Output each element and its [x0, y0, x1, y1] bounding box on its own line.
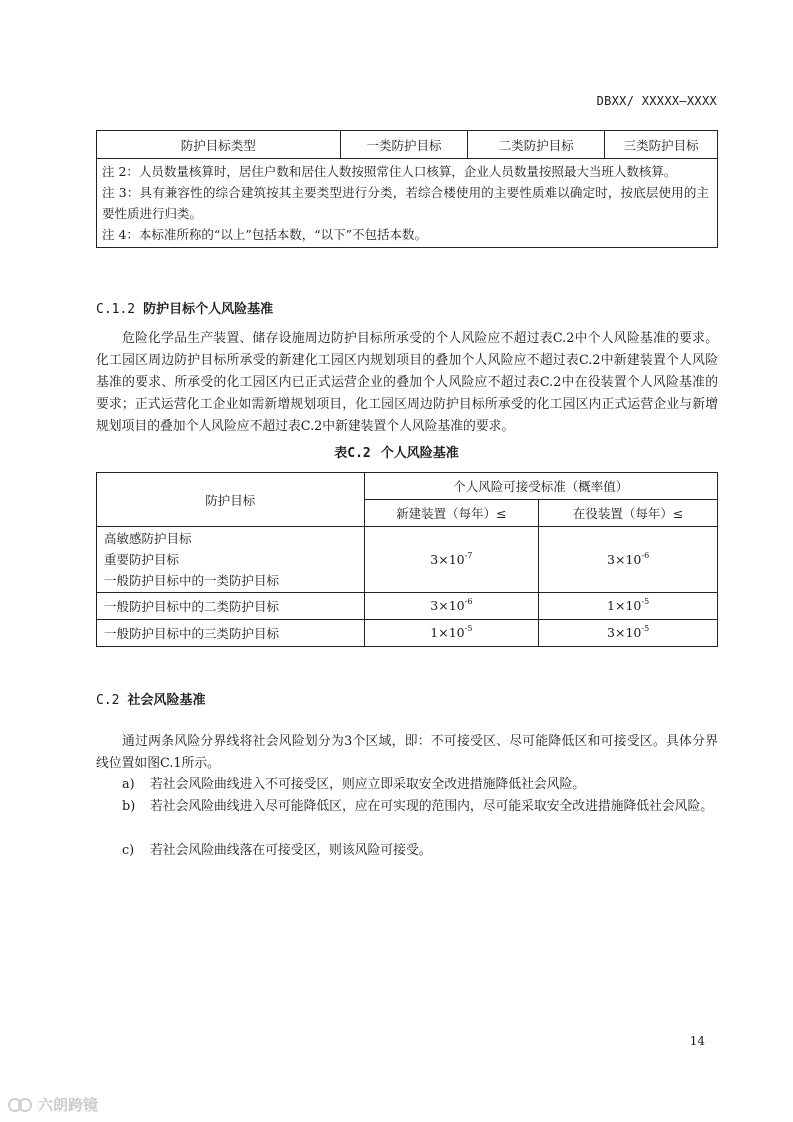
header-class-two: 二类防护目标: [468, 131, 605, 159]
page-number: 14: [689, 1034, 705, 1048]
list-text: 若社会风险曲线进入不可接受区，则应立即采取安全改进措施降低社会风险。: [150, 777, 586, 792]
list-text: 若社会风险曲线进入尽可能降低区，应在可实现的范围内，尽可能采取安全改进措施降低社会风险。: [150, 799, 714, 814]
new-facility-value: $1\times 10^{-5}$: [364, 620, 539, 647]
header-target-type: 防护目标类型: [97, 131, 341, 159]
new-facility-value: $3\times 10^{-7}$: [364, 527, 539, 593]
header-existing-facility: 在役装置（每年）≤: [539, 500, 718, 527]
table-header-row: [97, 131, 718, 159]
list-marker: a): [122, 777, 135, 792]
watermark: [8, 1094, 98, 1115]
paragraph-individual-risk: 危险化学品生产装置、储存设施周边防护目标所承受的个人风险应不超过表C.2中个人风险基准的要求。化工园区周边防护目标所承受的新建化工园区内规划项目的叠加个人风险应不超过表C.2中新建装置个人风险基准的要求、所承受的化工园区内已正式运营企业的叠加个人风险应不超过表C.2中在役装置个人风险基准的要求；正式运营化工企业如需新增规划项目，化工园区周边防护目标所承受的化工园区内正式运营企业与新增规划项目的叠加个人风险应不超过表C.2中新建装置个人风险基准的要求。: [96, 331, 718, 434]
section-number: C.2: [96, 693, 120, 708]
header-new-facility: 新建装置（每年）≤: [364, 500, 539, 527]
table-row: [97, 620, 718, 647]
section-title: 社会风险基准: [127, 693, 206, 708]
list-marker: b): [122, 799, 136, 814]
table-caption-number: 表C.2: [334, 446, 371, 461]
existing-facility-value: $3\times 10^{-6}$: [539, 527, 718, 593]
list-item: [122, 840, 718, 862]
table-note-row: [97, 159, 718, 248]
target-line: 一般防护目标中的一类防护目标: [104, 573, 280, 588]
section-number: C.1.2: [96, 302, 136, 317]
target-line: 一般防护目标中的二类防护目标: [104, 598, 280, 614]
list-marker: c): [122, 843, 135, 858]
protection-target-table-continued: [96, 130, 718, 248]
section-heading-c12: [96, 298, 273, 317]
table-row: [97, 593, 718, 620]
note-4: 注 4：本标准所称的“以上”包括本数，“以下”不包括本数。: [102, 227, 427, 242]
list-text: 若社会风险曲线落在可接受区，则该风险可接受。: [150, 843, 432, 858]
table-header-row: [97, 473, 718, 500]
list-item: [122, 796, 718, 818]
target-line: 重要防护目标: [104, 552, 180, 567]
table-caption: [0, 442, 793, 461]
table-row: [97, 527, 718, 593]
watermark-text: 六朗跨镜: [38, 1096, 99, 1114]
header-acceptable-standard: 个人风险可接受标准（概率值）: [364, 473, 718, 500]
watermark-logo-icon: [8, 1096, 34, 1114]
table-caption-title: 个人风险基准: [380, 446, 459, 461]
header-class-three: 三类防护目标: [605, 131, 718, 159]
target-cell: [97, 527, 365, 593]
note-2: 注 2：人员数量核算时，居住户数和居住人数按照常住人口核算，企业人员数量按照最大当班人数核算。: [102, 164, 677, 179]
existing-facility-value: $1\times 10^{-5}$: [539, 593, 718, 620]
document-code: DBXX/ XXXXX—XXXX: [596, 94, 717, 108]
header-class-one: 一类防护目标: [340, 131, 468, 159]
section-title: 防护目标个人风险基准: [143, 302, 274, 317]
list-item: [122, 774, 718, 796]
individual-risk-table: [96, 472, 718, 647]
target-line: 一般防护目标中的三类防护目标: [104, 625, 280, 641]
new-facility-value: $3\times 10^{-6}$: [364, 593, 539, 620]
note-3: 注 3：具有兼容性的综合建筑按其主要类型进行分类，若综合楼使用的主要性质难以确定时，按底层使用的主要性质进行归类。: [102, 185, 709, 221]
target-cell: [97, 620, 365, 647]
paragraph-societal-risk: 通过两条风险分界线将社会风险划分为3个区域，即：不可接受区、尽可能降低区和可接受区。具体分界线位置如图C.1所示。: [96, 734, 718, 771]
target-line: 高敏感防护目标: [104, 531, 192, 546]
section-heading-c2: [96, 689, 206, 708]
target-cell: [97, 593, 365, 620]
existing-facility-value: $3\times 10^{-5}$: [539, 620, 718, 647]
table-notes: [97, 159, 718, 248]
header-protection-target: 防护目标: [97, 473, 365, 527]
